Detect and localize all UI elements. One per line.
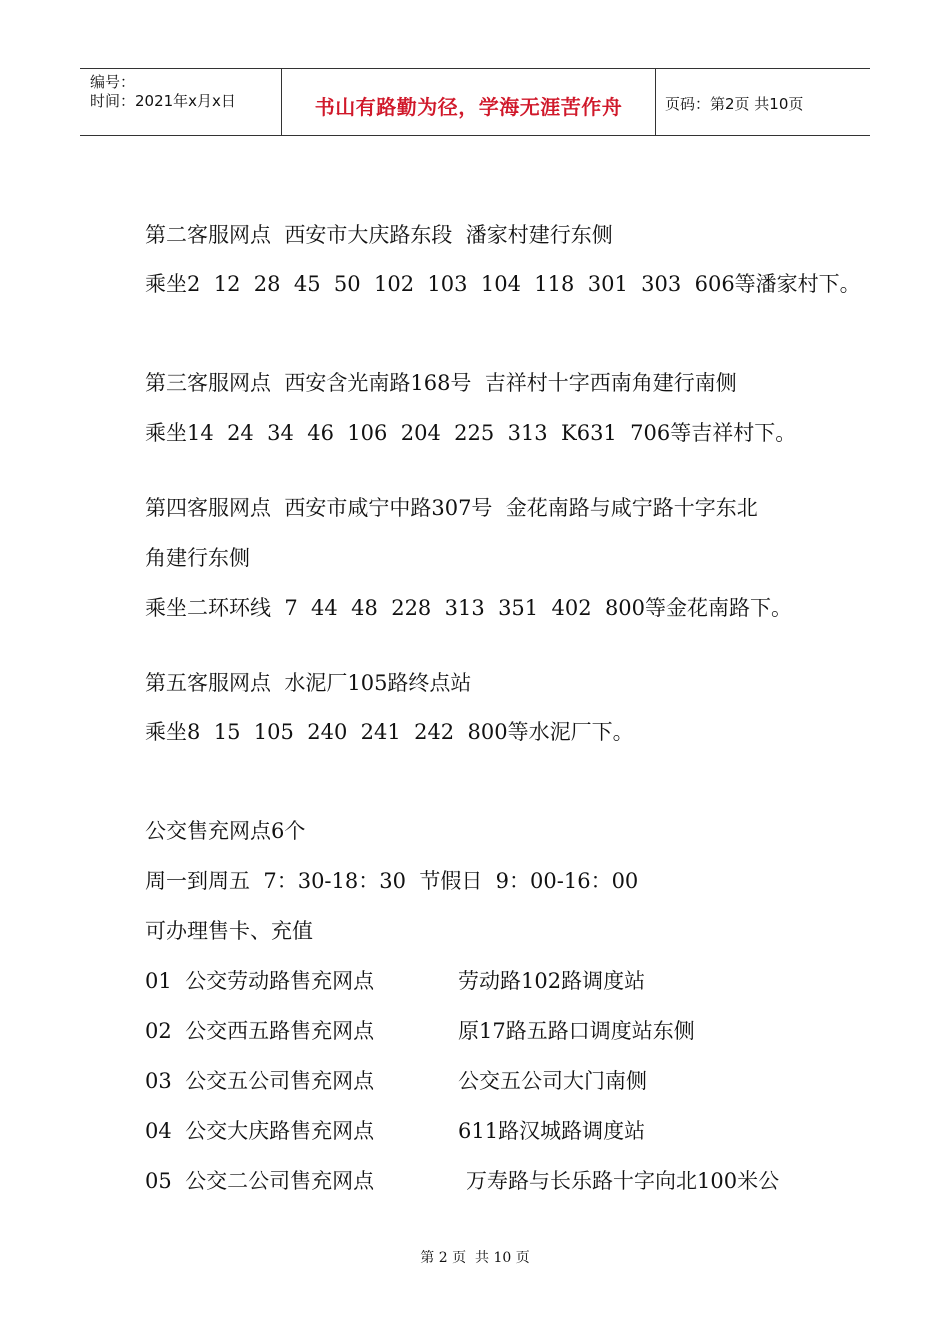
header-meta (90, 73, 236, 111)
outlet-location: 万寿路与长乐路十字向北100米公 (466, 1169, 780, 1193)
outlet-location: 劳动路102路调度站 (458, 969, 646, 993)
site3-title: 第三客服网点 西安含光南路168号 吉祥村十字西南角建行南侧 (145, 371, 737, 395)
document-header (80, 68, 870, 136)
header-divider (655, 69, 656, 135)
site5-title: 第五客服网点 水泥厂105路终点站 (145, 671, 472, 695)
outlet-name: 05 公交二公司售充网点 (145, 1169, 375, 1193)
site2-title: 第二客服网点 西安市大庆路东段 潘家村建行东侧 (145, 223, 613, 247)
site5-bus: 乘坐8 15 105 240 241 242 800等水泥厂下。 (145, 720, 634, 744)
outlet-name: 04 公交大庆路售充网点 (145, 1119, 375, 1143)
date-label: 时间：2021年x月x日 (90, 92, 236, 110)
outlet-location: 611路汉城路调度站 (458, 1119, 646, 1143)
number-label: 编号： (90, 73, 136, 91)
bus-outlets-title: 公交售充网点6个 (145, 819, 306, 843)
site2-bus: 乘坐2 12 28 45 50 102 103 104 118 301 303 606等潘家村下。 (145, 272, 861, 296)
site4-bus: 乘坐二环环线 7 44 48 228 313 351 402 800等金花南路下。 (145, 596, 793, 620)
header-motto: 书山有路勤为径，学海无涯苦作舟 (314, 95, 623, 119)
site4-title-continued: 角建行东侧 (145, 546, 250, 570)
site3-bus: 乘坐14 24 34 46 106 204 225 313 K631 706等吉祥村下。 (145, 421, 797, 445)
outlet-location: 公交五公司大门南侧 (458, 1069, 647, 1093)
header-page-label: 页码：第2页 共10页 (665, 95, 804, 113)
outlet-location: 原17路五路口调度站东侧 (458, 1019, 695, 1043)
site4-title: 第四客服网点 西安市咸宁中路307号 金花南路与咸宁路十字东北 (145, 496, 758, 520)
bus-outlets-services: 可办理售卡、充值 (145, 919, 313, 943)
outlet-name: 02 公交西五路售充网点 (145, 1019, 375, 1043)
bus-outlets-hours: 周一到周五 7：30-18：30 节假日 9：00-16：00 (145, 869, 639, 893)
outlet-name: 01 公交劳动路售充网点 (145, 969, 375, 993)
outlet-name: 03 公交五公司售充网点 (145, 1069, 375, 1093)
page-footer: 第 2 页 共 10 页 (420, 1250, 530, 1266)
